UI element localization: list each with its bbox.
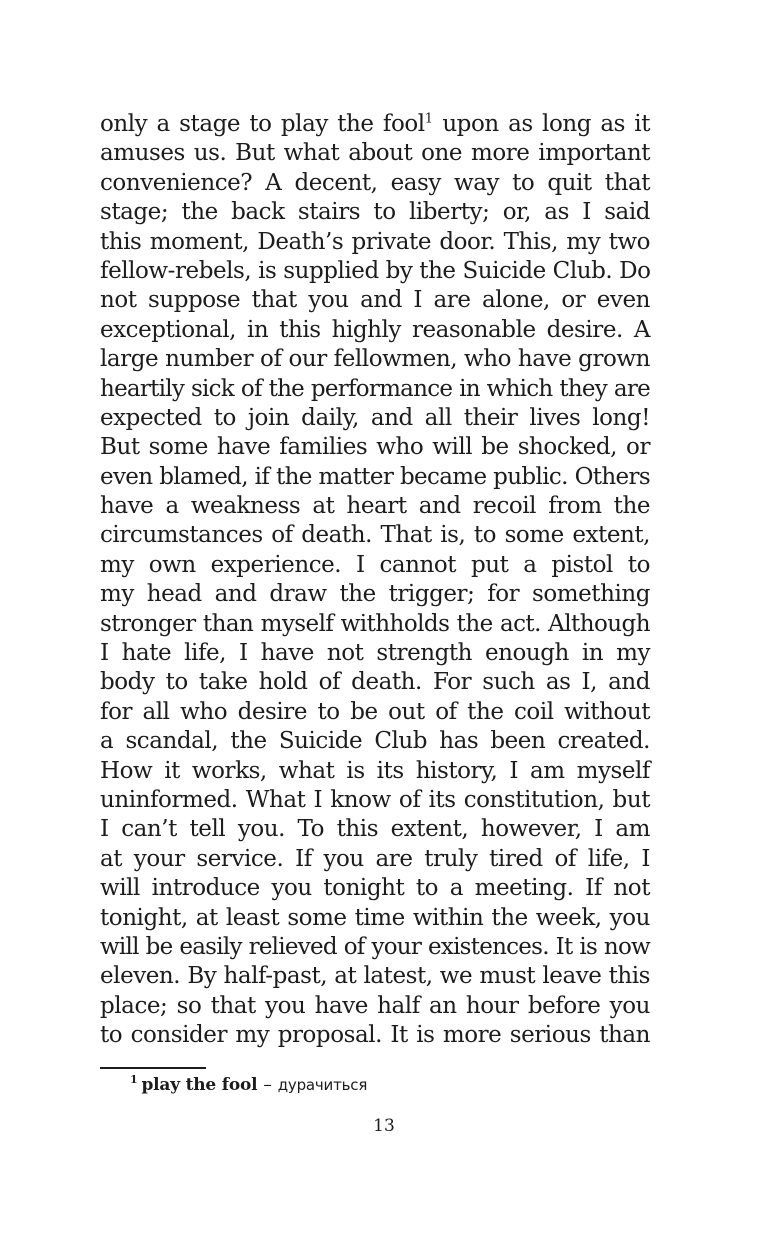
text-line-content: stage; the back stairs to liberty; or, as I said xyxy=(100,199,650,226)
footnote-definition: дурачиться xyxy=(277,1076,368,1094)
text-line xyxy=(100,815,650,844)
text-line-content: will be easily relieved of your existences. It is now xyxy=(100,933,650,960)
text-line xyxy=(100,610,650,639)
footnote xyxy=(130,1073,367,1097)
footnote-dash: – xyxy=(263,1075,272,1095)
text-line-content: large number of our fellowmen, who have grown xyxy=(100,346,650,373)
text-line xyxy=(100,639,650,668)
text-line xyxy=(100,257,650,286)
text-line-content: fellow-rebels, is supplied by the Suicide Club. Do xyxy=(100,257,651,284)
text-line-content: a scandal, the Suicide Club has been created. xyxy=(100,728,650,755)
text-line-content: uninformed. What I know of its constitution, but xyxy=(100,786,650,813)
footnote-rule xyxy=(100,1067,206,1069)
text-line-content: body to take hold of death. For such as I, and xyxy=(100,669,650,696)
text-line xyxy=(100,286,650,315)
page-number: 13 xyxy=(373,1116,395,1136)
text-line-content: eleven. By half-past, at latest, we must leave this xyxy=(100,963,650,990)
footnote-marker: 1 xyxy=(424,111,433,127)
text-line xyxy=(100,845,650,874)
text-line-content: my own experience. I cannot put a pistol to xyxy=(100,551,650,578)
text-line-content: to consider my proposal. It is more serious than xyxy=(100,1022,650,1049)
text-line xyxy=(100,874,650,903)
text-line xyxy=(100,404,650,433)
text-line xyxy=(100,228,650,257)
text-line-content: circumstances of death. That is, to some extent, xyxy=(100,522,650,549)
text-line xyxy=(100,521,650,550)
text-line-content: at your service. If you are truly tired of life, I xyxy=(100,845,650,872)
text-line-content: will introduce you tonight to a meeting. If not xyxy=(100,875,650,902)
text-line-content: I hate life, I have not strength enough in my xyxy=(100,640,650,667)
text-line-content: But some have families who will be shocked, or xyxy=(100,434,650,461)
text-line-content: heartily sick of the performance in which they are xyxy=(100,375,650,402)
text-line xyxy=(100,962,650,991)
text-line-continuation: upon as long as it xyxy=(432,111,650,137)
text-line xyxy=(100,786,650,815)
body-text xyxy=(100,110,650,1051)
text-line xyxy=(100,933,650,962)
text-line-content: I can’t tell you. To this extent, however, I am xyxy=(100,816,650,843)
text-line xyxy=(100,698,650,727)
text-line xyxy=(100,992,650,1021)
text-line xyxy=(100,139,650,168)
text-line-content: even blamed, if the matter became public. Others xyxy=(100,463,650,490)
text-line xyxy=(100,110,650,139)
text-line xyxy=(100,727,650,756)
text-line-content: exceptional, in this highly reasonable desire. A xyxy=(100,316,650,343)
text-line xyxy=(100,757,650,786)
text-line-content: place; so that you have half an hour before you xyxy=(100,992,650,1019)
text-line-content: tonight, at least some time within the week, you xyxy=(100,904,650,931)
text-line-content: for all who desire to be out of the coil without xyxy=(100,698,650,725)
text-line xyxy=(100,198,650,227)
text-line xyxy=(100,492,650,521)
text-line-content: convenience? A decent, easy way to quit that xyxy=(100,169,650,196)
text-line xyxy=(100,463,650,492)
text-line-content: have a weakness at heart and recoil from the xyxy=(100,493,650,520)
text-line-content: expected to join daily, and all their lives long! xyxy=(100,404,650,431)
text-line-content: this moment, Death’s private door. This, my two xyxy=(100,228,650,255)
text-line xyxy=(100,375,650,404)
text-line xyxy=(100,316,650,345)
text-line xyxy=(100,904,650,933)
text-line-content: amuses us. But what about one more important xyxy=(100,140,650,167)
text-line xyxy=(100,433,650,462)
text-line xyxy=(100,668,650,697)
text-line-content: only a stage to play the fool xyxy=(100,111,425,137)
text-line xyxy=(100,551,650,580)
footnote-term: play the fool xyxy=(141,1075,258,1095)
text-line xyxy=(100,345,650,374)
footnote-number: 1 xyxy=(130,1073,138,1087)
text-line-content: my head and draw the trigger; for something xyxy=(100,581,650,608)
text-line xyxy=(100,169,650,198)
text-line xyxy=(100,1021,650,1050)
text-line-content: How it works, what is its history, I am myself xyxy=(100,757,650,784)
text-line xyxy=(100,580,650,609)
text-line-content: not suppose that you and I are alone, or even xyxy=(100,287,650,314)
text-line-content: stronger than myself withholds the act. Although xyxy=(100,610,650,637)
